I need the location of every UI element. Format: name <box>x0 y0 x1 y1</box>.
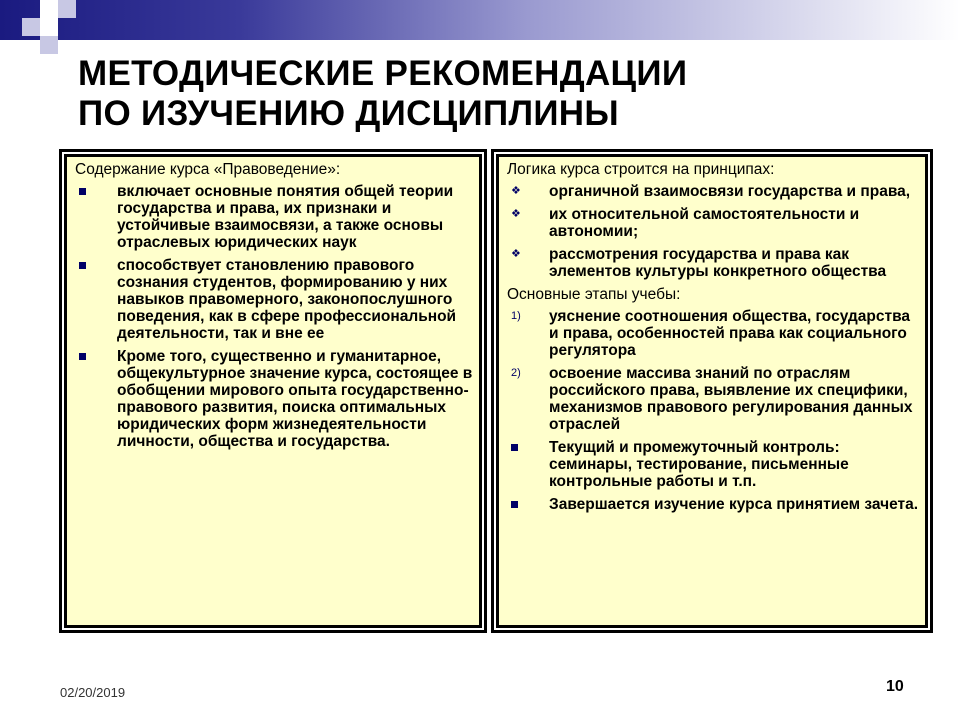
slide-title <box>78 54 878 134</box>
square-bullet-icon <box>79 257 86 275</box>
decor-square <box>40 0 58 18</box>
square-bullet-icon <box>79 183 86 201</box>
decor-square <box>40 18 58 36</box>
decor-square <box>40 36 58 54</box>
slide-date: 02/20/2019 <box>60 685 126 700</box>
title-line: МЕТОДИЧЕСКИЕ РЕКОМЕНДАЦИИ <box>78 54 688 93</box>
box-heading: Содержание курса «Правоведение»: <box>75 161 341 178</box>
list-item <box>507 308 919 359</box>
item-text: Текущий и промежуточный контроль: семинары, тестирование, письменные контрольные работы и т.п. <box>549 439 849 490</box>
square-bullet-icon <box>511 496 518 514</box>
course-content-box <box>64 154 482 628</box>
list-item <box>507 246 919 280</box>
list-item <box>507 365 919 433</box>
page-number: 10 <box>886 678 904 695</box>
course-logic-box <box>496 154 928 628</box>
list-item <box>507 206 919 240</box>
list-number: 2) <box>511 367 521 379</box>
item-text: Завершается изучение курса принятием зачета. <box>549 496 919 513</box>
item-text: включает основные понятия общей теории государства и права, их признаки и устойчивые взаимосвязи, а также основы отраслевых юридических наук <box>117 183 454 251</box>
item-text: органичной взаимосвязи государства и права, <box>549 183 911 200</box>
item-text: рассмотрения государства и права как элементов культуры конкретного общества <box>549 246 887 280</box>
list-item <box>507 183 919 200</box>
list-item <box>75 257 473 342</box>
item-text: способствует становлению правового сознания студентов, формированию у них навыков правомерного, законопослушного поведения, как в сфере профессиональной деятельности, так и вне ее <box>117 257 457 342</box>
header-gradient-bar <box>0 0 960 40</box>
decor-square <box>22 18 40 36</box>
list-number: 1) <box>511 310 521 322</box>
decor-square <box>58 0 76 18</box>
list-item <box>75 348 473 450</box>
item-text: освоение массива знаний по отраслям российского права, выявление их специфики, механизмов правового регулирования данных отраслей <box>549 365 913 433</box>
square-bullet-icon <box>511 439 518 457</box>
diamond-bullet-icon: ❖ <box>511 208 521 220</box>
box-heading: Логика курса строится на принципах: <box>507 161 775 178</box>
diamond-bullet-icon: ❖ <box>511 248 521 260</box>
list-item <box>507 439 919 490</box>
box-heading: Основные этапы учебы: <box>507 286 681 303</box>
square-bullet-icon <box>79 348 86 366</box>
list-item <box>75 183 473 251</box>
item-text: их относительной самостоятельности и автономии; <box>549 206 860 240</box>
list-item <box>507 496 919 513</box>
diamond-bullet-icon: ❖ <box>511 185 521 197</box>
item-text: Кроме того, существенно и гуманитарное, общекультурное значение курса, состоящее в обобщении мирового опыта государственно-правового развития, поиска оптимальных юридических форм жизнедеятельности личности, общества и государства. <box>117 348 473 450</box>
title-line: ПО ИЗУЧЕНИЮ ДИСЦИПЛИНЫ <box>78 94 619 133</box>
item-text: уяснение соотношения общества, государства и права, особенностей права как социального регулятора <box>549 308 911 359</box>
